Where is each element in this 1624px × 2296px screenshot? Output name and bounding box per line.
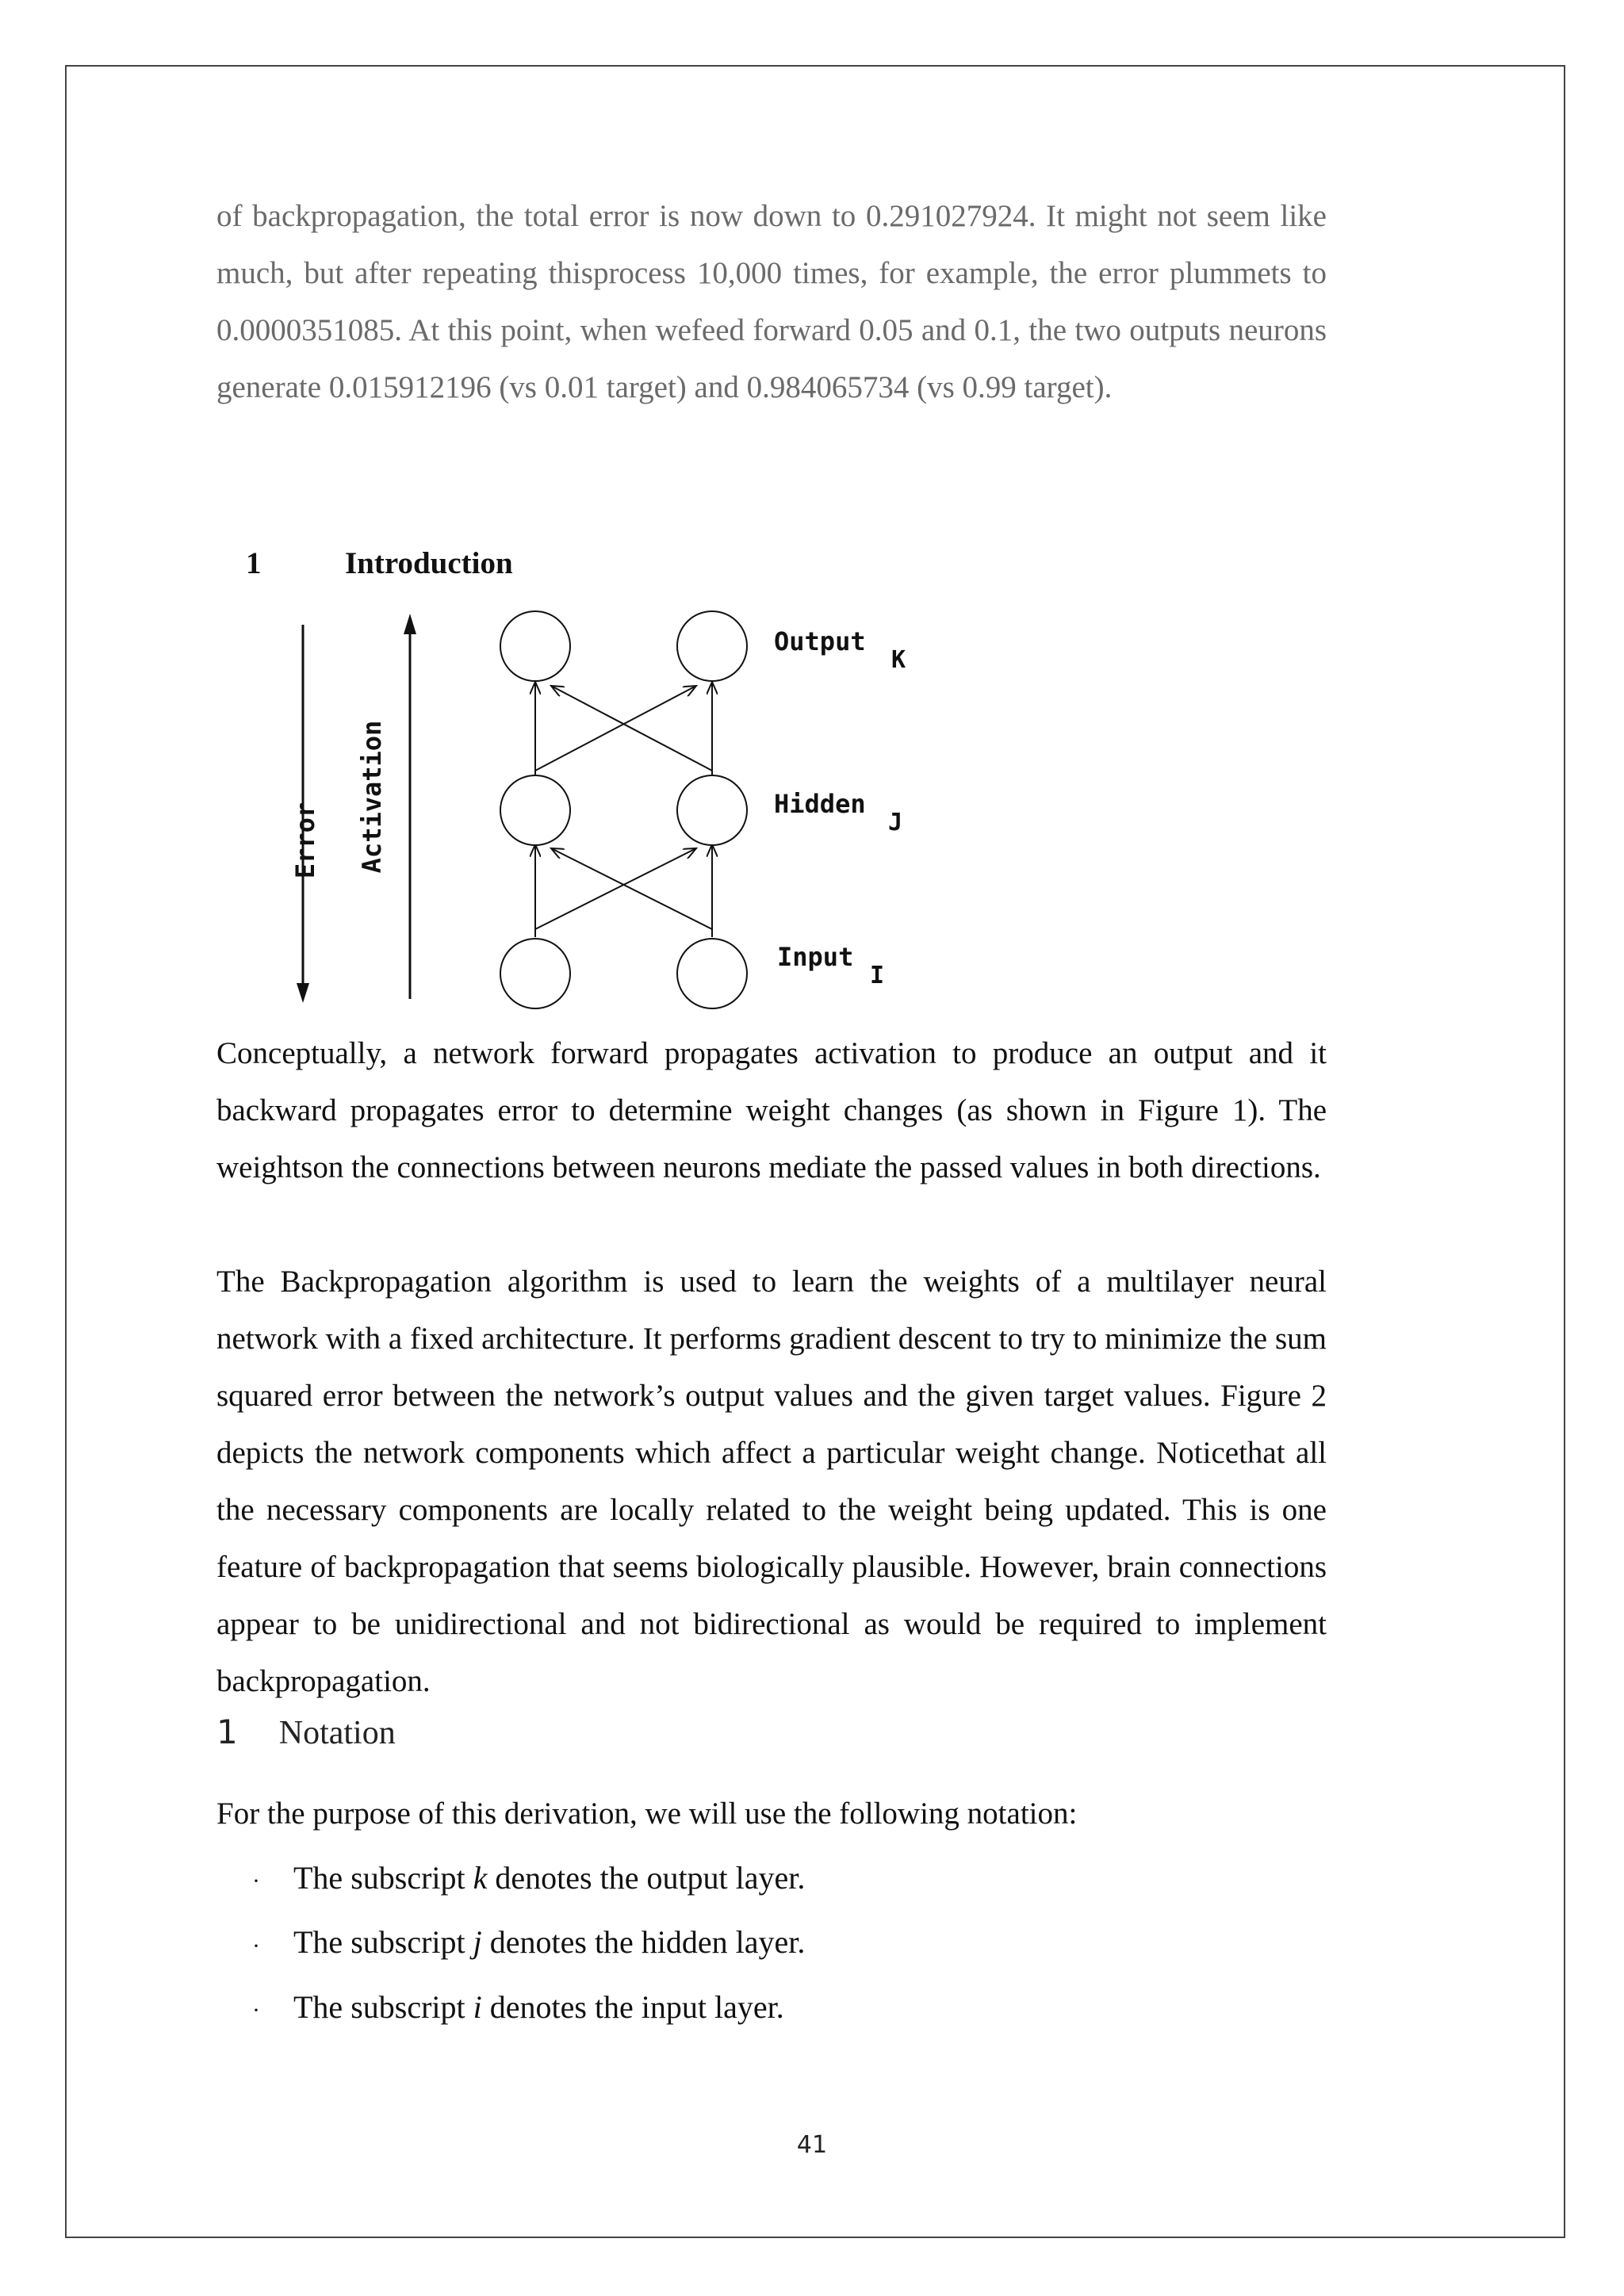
input-neuron-1 [500,939,570,1008]
notation-number: 1 [216,1712,238,1751]
hidden-neuron-2 [677,775,747,845]
notation-heading [216,1712,396,1752]
activation-label: Activation [357,720,387,874]
bullet-icon: · [252,1932,260,1959]
hidden-subscript: J [888,809,903,836]
intro-paragraph: of backpropagation, the total error is now down to 0.291027924. It might not seem like much, but after repeating thisprocess 10,000 times, for example, the error plummets to 0.0000351085. At this point, when wefeed forward 0.05 and 0.1, the two outputs neurons generate 0.015912196 (vs 0.01 target) and 0.984065734 (vs 0.99 target). [216,199,1327,404]
bullet-icon: · [252,1996,260,2023]
section-number: 1 [246,546,262,580]
edge-h1-o2 [535,686,696,771]
hidden-neuron-1 [500,775,570,845]
input-subscript: I [870,962,885,989]
error-arrowhead [297,983,309,1003]
activation-arrowhead [404,614,416,634]
page-number: 41 [796,2131,828,2159]
output-neuron-2 [677,611,747,681]
bullet-icon: · [252,1868,260,1895]
hidden-label: Hidden [774,789,866,819]
edge-i2-h1 [551,848,712,929]
list-item: · The subscript k denotes the output layer. [252,1847,805,1911]
output-neuron-1 [500,611,570,681]
notation-intro: For the purpose of this derivation, we will use the following notation: [216,1797,1078,1831]
output-subscript: K [891,646,906,674]
concept-paragraph: Conceptually, a network forward propagates activation to produce an output and it backward propagates error to determine weight changes (as shown in Figure 1). The weightson the connections between neurons mediate the passed values in both directions. [216,1036,1327,1184]
algorithm-paragraph: The Backpropagation algorithm is used to learn the weights of a multilayer neural network with a fixed architecture. It performs gradient descent to try to minimize the sum squared error between the network’s output values and the given target values. Figure 2 depicts the network components which affect a particular weight change. Noticethat all the necessary components are locally related to the weight being updated. This is one feature of backpropagation that seems biologically plausible. However, brain connections appear to be unidirectional and not bidirectional as would be required to implement backpropagation. [216,1265,1327,1698]
input-label: Input [777,942,854,972]
output-label: Output [774,626,866,656]
edge-h2-o1 [551,686,712,771]
list-item: · The subscript i denotes the input layer. [252,1976,805,2041]
error-label: Error [290,802,320,879]
input-neuron-2 [677,939,747,1008]
section-title: Introduction [345,546,513,580]
network-figure [238,603,952,1015]
notation-list [252,1847,805,2041]
edge-i1-h2 [535,848,696,929]
notation-title: Notation [278,1715,396,1751]
list-item: · The subscript j denotes the hidden layer. [252,1911,805,1976]
